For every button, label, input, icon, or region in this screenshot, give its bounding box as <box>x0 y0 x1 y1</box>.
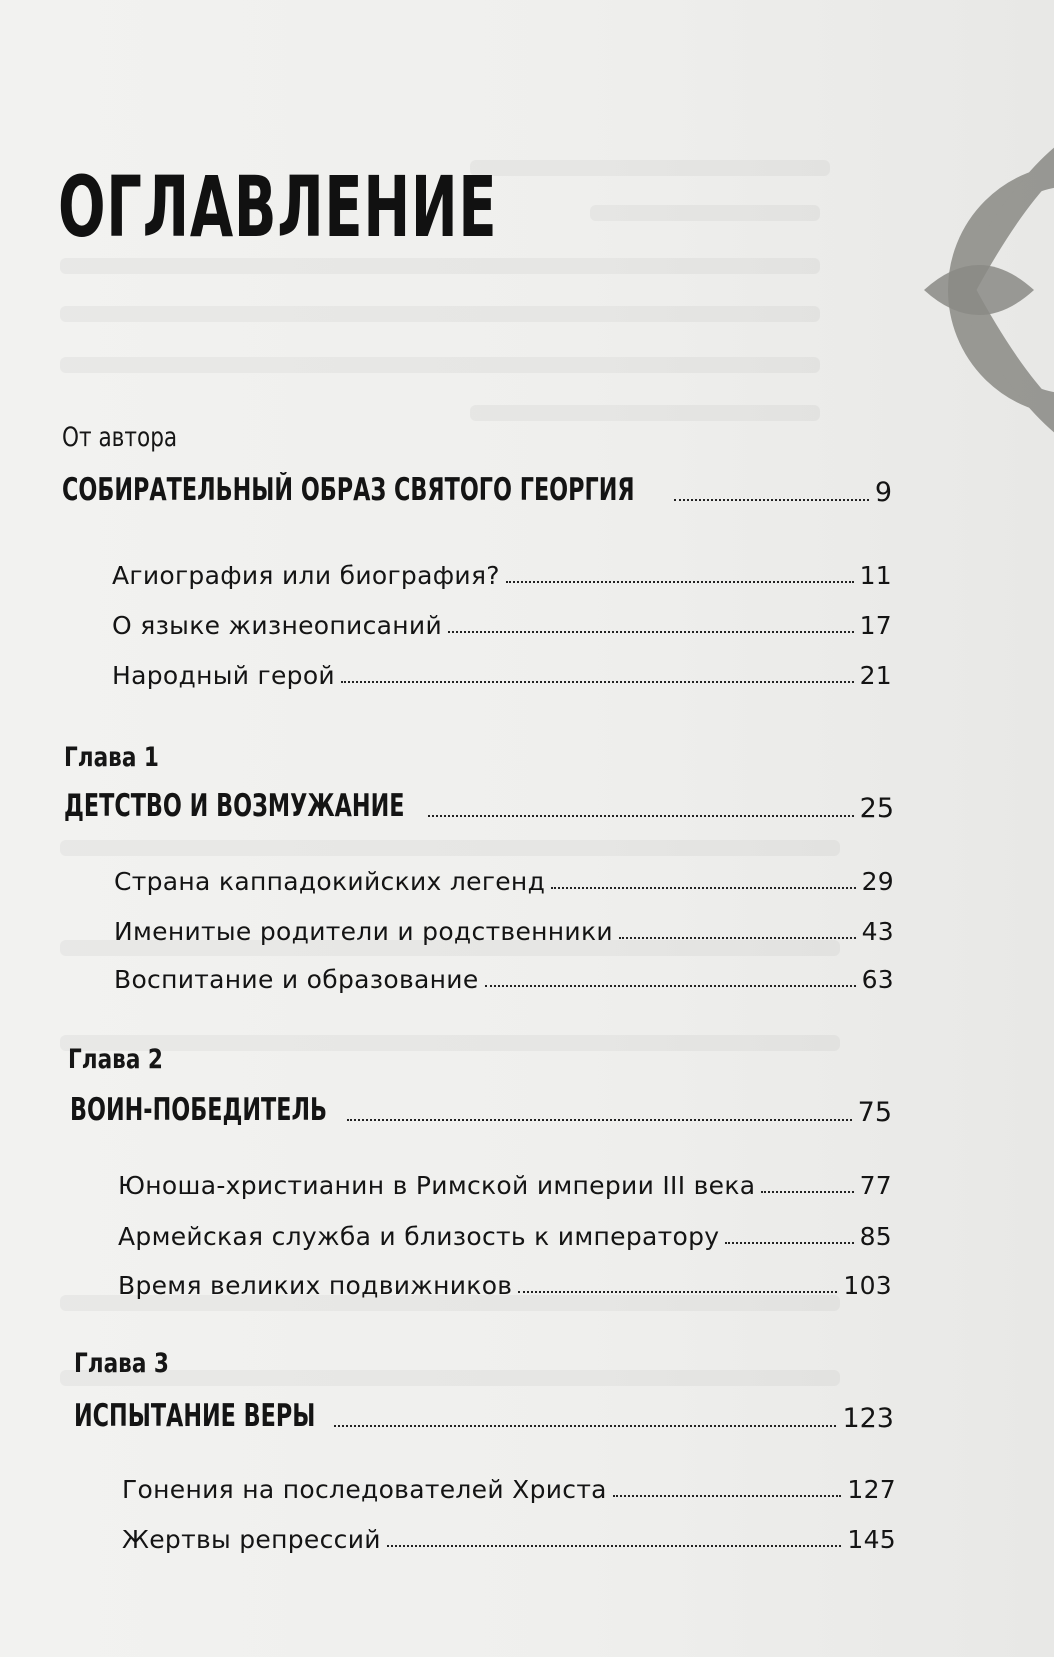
entry-title: Агиография или биография? <box>112 561 500 590</box>
entry-title: ДЕТСТВО И ВОЗМУЖАНИЕ <box>64 788 405 824</box>
entry-title: Гонения на последователей Христа <box>122 1475 607 1504</box>
toc-entry[interactable] <box>112 550 892 590</box>
page-title: ОГЛАВЛЕНИЕ <box>58 158 498 256</box>
toc-entry[interactable] <box>112 650 892 690</box>
toc-entry-author-section[interactable] <box>62 468 892 508</box>
show-through <box>60 306 820 322</box>
toc-entry[interactable] <box>118 1160 892 1200</box>
page-number: 17 <box>859 611 892 640</box>
page-number: 103 <box>843 1271 892 1300</box>
show-through <box>60 840 840 856</box>
chapter-label: Глава 2 <box>68 1044 163 1075</box>
toc-entry[interactable] <box>114 954 894 994</box>
page-number: 9 <box>874 477 892 508</box>
dot-leader <box>341 680 854 683</box>
entry-title: Воспитание и образование <box>114 965 479 994</box>
entry-title: Юноша-христианин в Римской империи III века <box>118 1171 756 1200</box>
section-label-author: От автора <box>62 422 178 453</box>
entry-title: Народный герой <box>112 661 335 690</box>
dot-leader <box>448 630 854 633</box>
entry-title: Время великих подвижников <box>118 1271 513 1300</box>
page-number: 127 <box>847 1475 896 1504</box>
page-number: 75 <box>857 1097 892 1128</box>
ornament-decoration <box>904 40 1054 560</box>
dot-leader <box>506 580 854 583</box>
dot-leader <box>613 1494 842 1497</box>
show-through <box>470 160 830 176</box>
dot-leader <box>347 1118 851 1121</box>
entry-title: Армейская служба и близость к императору <box>118 1222 720 1251</box>
toc-entry[interactable] <box>118 1260 892 1300</box>
entry-title: ВОИН-ПОБЕДИТЕЛЬ <box>70 1092 327 1128</box>
toc-entry[interactable] <box>114 906 894 946</box>
page-number: 29 <box>861 867 894 896</box>
show-through <box>590 205 820 221</box>
entry-title: Именитые родители и родственники <box>114 917 613 946</box>
page-number: 145 <box>847 1525 896 1554</box>
dot-leader <box>334 1424 837 1427</box>
page-number: 85 <box>859 1222 892 1251</box>
chapter-label: Глава 3 <box>74 1348 169 1379</box>
show-through <box>60 357 820 373</box>
show-through <box>60 1035 840 1051</box>
toc-entry-chapter[interactable] <box>74 1394 894 1434</box>
toc-entry[interactable] <box>118 1211 892 1251</box>
page-number: 11 <box>859 561 892 590</box>
dot-leader <box>551 886 855 889</box>
show-through <box>60 1370 840 1386</box>
dot-leader <box>725 1241 853 1244</box>
dot-leader <box>619 936 856 939</box>
page-number: 21 <box>859 661 892 690</box>
entry-title: ИСПЫТАНИЕ ВЕРЫ <box>74 1398 316 1434</box>
show-through <box>470 405 820 421</box>
toc-entry[interactable] <box>114 856 894 896</box>
toc-entry-chapter[interactable] <box>64 784 894 824</box>
entry-title: Жертвы репрессий <box>122 1525 381 1554</box>
entry-title: Страна каппадокийских легенд <box>114 867 546 896</box>
toc-entry[interactable] <box>112 600 892 640</box>
page-number: 77 <box>859 1171 892 1200</box>
toc-entry[interactable] <box>122 1464 896 1504</box>
page-number: 63 <box>861 965 894 994</box>
dot-leader <box>485 984 856 987</box>
dot-leader <box>518 1290 837 1293</box>
dot-leader <box>674 498 869 501</box>
dot-leader <box>387 1544 842 1547</box>
chapter-label: Глава 1 <box>64 742 159 773</box>
entry-title: СОБИРАТЕЛЬНЫЙ ОБРАЗ СВЯТОГО ГЕОРГИЯ <box>62 472 635 508</box>
entry-title: О языке жизнеописаний <box>112 611 443 640</box>
toc-entry-chapter[interactable] <box>70 1088 892 1128</box>
dot-leader <box>761 1190 853 1193</box>
page-number: 25 <box>859 793 894 824</box>
dot-leader <box>428 814 854 817</box>
toc-entry[interactable] <box>122 1514 896 1554</box>
page-number: 123 <box>842 1403 894 1434</box>
show-through <box>60 258 820 274</box>
page-number: 43 <box>861 917 894 946</box>
